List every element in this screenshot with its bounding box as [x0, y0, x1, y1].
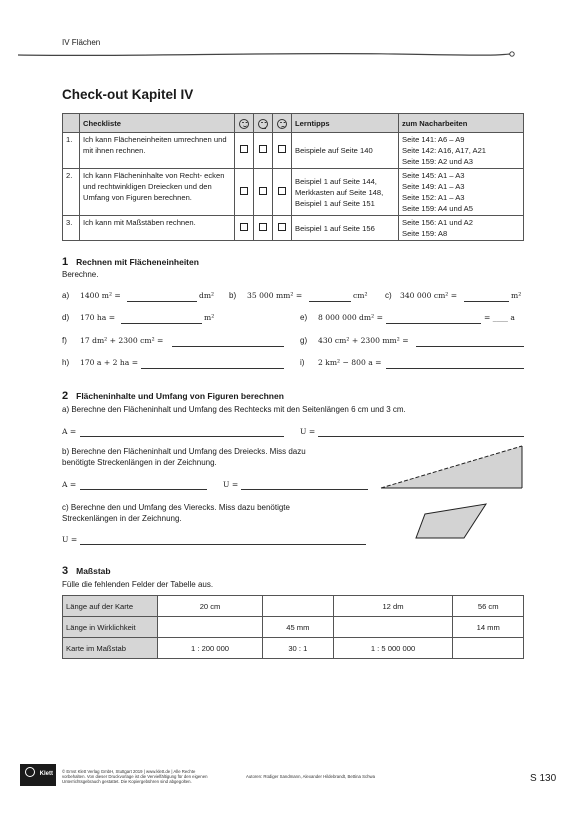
checkbox[interactable]: [240, 223, 248, 231]
answer-e1[interactable]: [386, 323, 481, 324]
expr-e: 8 000 000 dm² =: [318, 313, 383, 322]
task-2a: a) Berechne den Flächeninhalt und Umfang des Rechtecks mit den Seitenlängen 6 cm und 3 cm.: [62, 405, 406, 414]
answer-2b-area[interactable]: [80, 489, 207, 490]
expr-a: 1400 m² =: [80, 291, 121, 300]
checkbox[interactable]: [259, 223, 267, 231]
expr-d: 170 ha =: [80, 313, 116, 322]
quadrilateral-figure: [412, 500, 492, 544]
col-checkliste: Checkliste: [80, 114, 235, 133]
task-2b-line2: benötigte Streckenlängen in der Zeichnung.: [62, 458, 217, 467]
copyright-note: © Ernst Klett Verlag GmbH, Stuttgart 2019 | www.klett.de | Alle Rechte vorbehalten. Von dieser Druckvorlage ist die Vervielfältigung für den eigenen Unterrichtsgebrauch gestattet. Die Kopiergebühren sind abgegolten.: [62, 769, 208, 785]
expr-c: 340 000 cm² =: [400, 291, 458, 300]
checkbox[interactable]: [240, 187, 248, 195]
checkbox[interactable]: [259, 145, 267, 153]
table-row: Länge auf der Karte 20 cm 12 dm 56 cm: [63, 596, 524, 617]
page-title: Check-out Kapitel IV: [62, 87, 194, 102]
authors-note: Autoren: Rüdiger Sandmann, Alexander Hildebrandt, Bettina Schwa: [246, 774, 375, 779]
checkbox[interactable]: [278, 145, 286, 153]
answer-2c-perimeter[interactable]: [80, 544, 366, 545]
answer-a[interactable]: [127, 301, 197, 302]
expr-f: 17 dm² + 2300 cm² =: [80, 336, 164, 345]
expr-b: 35 000 mm² =: [247, 291, 303, 300]
table-row: Länge in Wirklichkeit 45 mm 14 mm: [63, 617, 524, 638]
answer-g[interactable]: [416, 346, 524, 347]
checkbox[interactable]: [240, 145, 248, 153]
section-3-instruction: Fülle die fehlenden Felder der Tabelle aus.: [62, 580, 214, 589]
expr-h: 170 a + 2 ha =: [80, 358, 139, 367]
answer-h[interactable]: [141, 368, 284, 369]
table-row: Karte im Maßstab 1 : 200 000 30 : 1 1 : 5 000 000: [63, 638, 524, 659]
answer-i[interactable]: [386, 368, 524, 369]
blank-cell[interactable]: [333, 617, 453, 638]
sad-face-icon: [273, 114, 292, 133]
answer-2a-perimeter[interactable]: [318, 436, 524, 437]
blank-cell[interactable]: [263, 596, 334, 617]
checklist-row: 2. Ich kann Flächeninhalte von Recht- ecken und rechtwinkligen Dreiecken und den Umfang von Figuren berechnen. Beispiel 1 auf Seite 144, Merkkasten auf Seite 148, Beispiel 1 auf Seite 151 Seite 145: A1 – A3 Seite 149: A1 – A3 Seite 152: A1 – A3 Seite 159: A4 und A5: [63, 169, 524, 216]
checklist-row: 1. Ich kann Flächeneinheiten umrechnen und mit ihnen rechnen. Beispiele auf Seite 140 Seite 141: A6 – A9 Seite 142: A16, A17, A21 Seite 159: A2 und A3: [63, 133, 524, 169]
scale-table: [62, 595, 524, 659]
blank-cell[interactable]: [158, 617, 263, 638]
col-nacharbeiten: zum Nacharbeiten: [399, 114, 524, 133]
task-2b-line1: b) Berechne den Flächeninhalt und Umfang des Dreiecks. Miss dazu: [62, 447, 306, 456]
task-2c-line2: Streckenlängen in der Zeichnung.: [62, 514, 182, 523]
col-lerntipps: Lerntipps: [292, 114, 399, 133]
answer-2b-perimeter[interactable]: [241, 489, 368, 490]
header-rule: [14, 49, 534, 59]
checklist-table: [62, 113, 524, 241]
answer-f[interactable]: [172, 346, 284, 347]
checkbox[interactable]: [259, 187, 267, 195]
task-2c-line1: c) Berechne den und Umfang des Vierecks. Miss dazu benötigte: [62, 503, 290, 512]
answer-c[interactable]: [464, 301, 509, 302]
neutral-face-icon: [254, 114, 273, 133]
expr-i: 2 km² − 800 a =: [318, 358, 382, 367]
section-2-heading: 2 Flächeninhalte und Umfang von Figuren berechnen: [62, 390, 284, 402]
answer-d[interactable]: [121, 323, 202, 324]
checklist-row: 3. Ich kann mit Maßstäben rechnen. Beispiel 1 auf Seite 156 Seite 156: A1 und A2 Seite 159: A8: [63, 216, 524, 241]
triangle-figure: [378, 442, 528, 492]
section-1-heading: 1 Rechnen mit Flächeneinheiten: [62, 256, 199, 268]
expr-g: 430 cm² + 2300 mm² =: [318, 336, 409, 345]
blank-cell[interactable]: [453, 638, 524, 659]
answer-2a-area[interactable]: [80, 436, 284, 437]
happy-face-icon: [235, 114, 254, 133]
page-number: S 130: [530, 773, 557, 784]
klett-logo: Klett: [20, 764, 56, 786]
checkbox[interactable]: [278, 223, 286, 231]
answer-b[interactable]: [309, 301, 351, 302]
section-3-heading: 3 Maßstab: [62, 565, 111, 577]
chapter-header: IV Flächen: [62, 38, 101, 47]
checkbox[interactable]: [278, 187, 286, 195]
section-1-instruction: Berechne.: [62, 270, 99, 279]
